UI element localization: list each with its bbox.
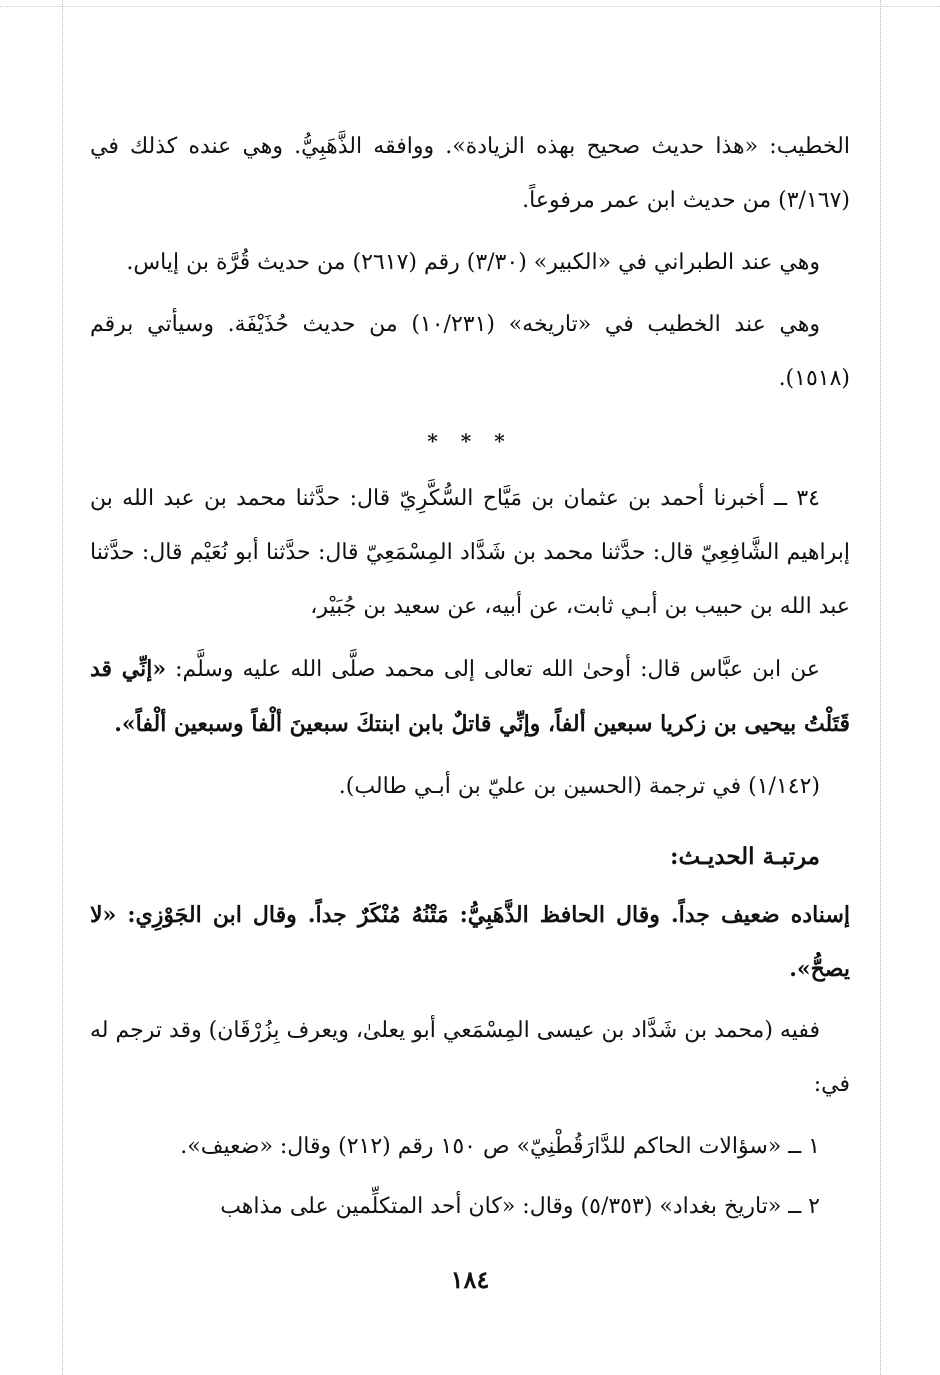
reference-item-2: ٢ ــ «تاريخ بغداد» (٥/٣٥٣) وقال: «كان أحد المتكلِّمين على مذاهب bbox=[220, 1194, 820, 1219]
page-body bbox=[90, 120, 850, 1240]
paragraph-khatib: وهي عند الخطيب في «تاريخه» (١٠/٢٣١) من حديث حُذَيْفَة. وسيأتي برقم (١٥١٨). bbox=[90, 312, 850, 391]
page-top-edge bbox=[0, 6, 940, 7]
hadith-chain: ٣٤ ــ أخبرنا أحمد بن عثمان بن مَيَّاح السُّكَّرِيّ قال: حدَّثنا محمد بن عبد الله بن إبراهيم الشَّافِعِيّ قال: حدَّثنا محمد بن شَدَّاد المِسْمَعِيّ قال: حدَّثنا أبو نُعَيْم قال: حدَّثنا عبد الله بن حبيب بن أبـي ثابت، عن أبيه، عن سعيد بن جُبَيْر، bbox=[90, 486, 850, 619]
paragraph-tabarani: وهي عند الطبراني في «الكبير» (٣/٣٠) رقم (٢٦١٧) من حديث قُرَّة بن إياس. bbox=[126, 250, 820, 275]
grading-heading: مرتبـة الحديـث: bbox=[670, 843, 820, 870]
grading-text: إسناده ضعيف جداً. وقال الحافظ الذَّهَبِيُّ: مَتْنُهُ مُنْكَرٌ جداً. وقال ابن الجَوْزِي: «لا يصحُّ». bbox=[90, 902, 850, 982]
section-separator: * * * bbox=[427, 429, 513, 453]
hadith-text bbox=[90, 642, 850, 752]
narrator-paragraph: ففيه (محمد بن شَدَّاد بن عيسى المِسْمَعي أبو يعلىٰ، ويعرف بِزُرْقَان) وقد ترجم له في: bbox=[90, 1018, 850, 1097]
page-right-edge bbox=[880, 0, 881, 1375]
footnote: (١/١٤٢) في ترجمة (الحسين بن عليّ بن أبـي طالب). bbox=[338, 774, 820, 799]
hadith-text-intro: عن ابن عبَّاس قال: أوحىٰ الله تعالى إلى محمد صلَّى الله عليه وسلَّم: bbox=[166, 657, 821, 682]
hadith-text-quote: «إنِّي قد قَتَلْتُ بيحيى بن زكريا سبعين ألفاً، وإنِّي قاتلٌ بابن ابنتكَ سبعينَ ألْفاً وسبعين ألْفاً». bbox=[90, 656, 850, 737]
page-number: ١٨٤ bbox=[450, 1265, 490, 1294]
page-left-edge bbox=[62, 0, 63, 1375]
paragraph-continuation: الخطيب: «هذا حديث صحيح بهذه الزيادة». ووافقه الذَّهَبِيُّ. وهي عنده كذلك في (٣/١٦٧) من حديث ابن عمر مرفوعاً. bbox=[90, 134, 850, 213]
reference-item-1: ١ ــ «سؤالات الحاكم للدَّارَقُطْنِيّ» ص ١٥٠ رقم (٢١٢) وقال: «ضعيف». bbox=[180, 1134, 820, 1159]
